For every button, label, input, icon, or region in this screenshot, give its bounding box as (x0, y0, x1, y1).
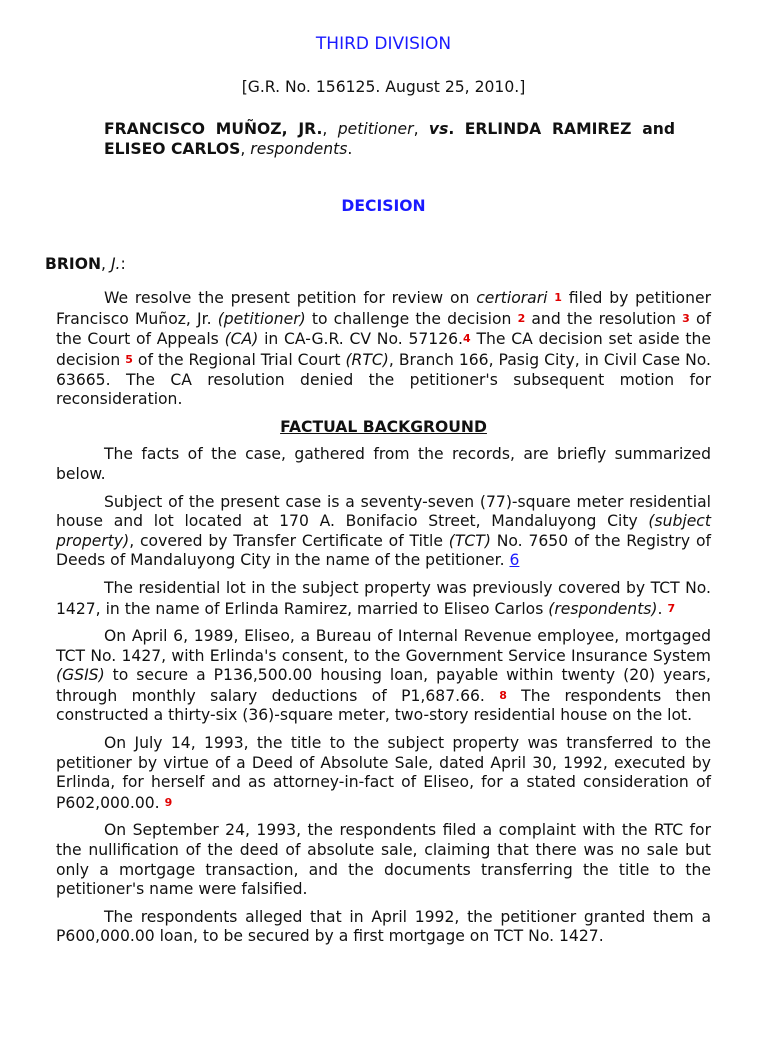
text: , Branch 166, Pasig City, in Civil Case No. 63665. The CA resolution denied the petitioner's subsequent motion for reconsideration. (56, 350, 711, 409)
paragraph (56, 579, 711, 619)
footnote-marker[interactable]: 4 (463, 332, 471, 346)
paragraph (56, 734, 711, 813)
decision-heading: DECISION (341, 197, 426, 216)
section-heading: FACTUAL BACKGROUND (280, 417, 487, 436)
text: On September 24, 1993, the respondents filed a complaint with the RTC for the nullification of the deed of absolute sale, claiming that there was no sale but only a mortgage transaction, and the documents transferring the title to the petitioner's name were falsified. (56, 821, 711, 899)
italic-text: (GSIS) (56, 666, 105, 685)
division-heading: THIRD DIVISION (315, 34, 452, 54)
text: of the Court of Appeals (56, 309, 711, 349)
versus: vs (428, 120, 449, 138)
respondents-name: ERLINDA RAMIREZ and ELISEO CARLOS (104, 120, 676, 158)
text: of the Regional Trial Court (132, 350, 346, 369)
footnote-marker[interactable]: 2 (517, 311, 526, 325)
italic-text: (subject property) (56, 512, 711, 550)
respondents-role: respondents (250, 139, 348, 158)
text: No. 7650 of the Registry of Deeds of Mandaluyong City in the name of the petitioner. (56, 531, 711, 570)
footnote-marker[interactable]: 8 (499, 688, 507, 702)
text: , covered by Transfer Certificate of Title (129, 531, 449, 550)
paragraph (56, 908, 711, 947)
italic-text: (CA) (224, 330, 259, 349)
text: We resolve the present petition for review on (104, 289, 477, 308)
italic-text: (TCT) (448, 531, 491, 550)
text: to challenge the decision (305, 309, 518, 328)
case-number: [G.R. No. 156125. August 25, 2010.] (241, 78, 526, 96)
italic-text: (RTC) (345, 350, 389, 369)
footnote-marker[interactable]: 5 (125, 352, 133, 366)
paragraph (56, 288, 711, 410)
italic-text: (petitioner) (217, 309, 306, 328)
text: to secure a P136,500.00 housing loan, payable within twenty (20) years, through monthly salary deductions of P1,687.66. (56, 666, 711, 705)
text: On April 6, 1989, Eliseo, a Bureau of Internal Revenue employee, mortgaged TCT No. 1427, with Erlinda's consent, to the Government Service Insurance System (56, 627, 711, 665)
footnote-marker[interactable]: 1 (554, 291, 562, 305)
text: The respondents alleged that in April 1992, the petitioner granted them a P600,000.00 loan, to be secured by a first mortgage on TCT No. 1427. (56, 907, 711, 946)
ponente-name: BRION (45, 255, 102, 274)
petitioner-role: petitioner (337, 120, 414, 138)
footnote-marker[interactable]: 7 (667, 601, 676, 615)
text: . (657, 599, 668, 618)
ponente: BRION, J.: (45, 255, 126, 274)
text: The facts of the case, gathered from the records, are briefly summarized below. (56, 445, 711, 483)
footnote-link[interactable]: 6 (509, 551, 520, 570)
paragraph (56, 493, 711, 571)
footnote-marker[interactable]: 9 (164, 795, 173, 809)
text: The respondents then constructed a thirty-six (36)-square meter, two-story residential house on the lot. (56, 686, 711, 725)
document-page (0, 34, 768, 947)
decision-body (56, 288, 711, 947)
text: Subject of the present case is a seventy-seven (77)-square meter residential house and lot located at 170 A. Bonifacio Street, Mandaluyong City (56, 492, 711, 531)
text: The residential lot in the subject property was previously covered by TCT No. 1427, in the name of Erlinda Ramirez, married to Eliseo Carlos (56, 578, 711, 618)
paragraph (56, 821, 711, 899)
ponente-suffix: J. (110, 255, 121, 274)
footnote-marker[interactable]: 3 (682, 311, 690, 325)
italic-text: certiorari (476, 289, 548, 308)
case-parties: FRANCISCO MUÑOZ, JR., petitioner, vs. ERLINDA RAMIREZ and ELISEO CARLOS, respondents. (104, 120, 676, 158)
text: in CA-G.R. CV No. 57126. (258, 330, 464, 349)
paragraph (56, 627, 711, 726)
text: On July 14, 1993, the title to the subject property was transferred to the petitioner by virtue of a Deed of Absolute Sale, dated April 30, 1992, executed by Erlinda, for herself and as attorney-in-fact of Eliseo, for a stated consideration of P602,000.00. (56, 734, 711, 812)
text: The CA decision set aside the decision (56, 330, 712, 369)
text: filed by petitioner Francisco Muñoz, Jr. (56, 289, 711, 328)
italic-text: (respondents) (548, 599, 658, 618)
petitioner-name: FRANCISCO MUÑOZ, JR. (104, 120, 323, 138)
text: and the resolution (525, 309, 683, 328)
paragraph (56, 445, 711, 484)
